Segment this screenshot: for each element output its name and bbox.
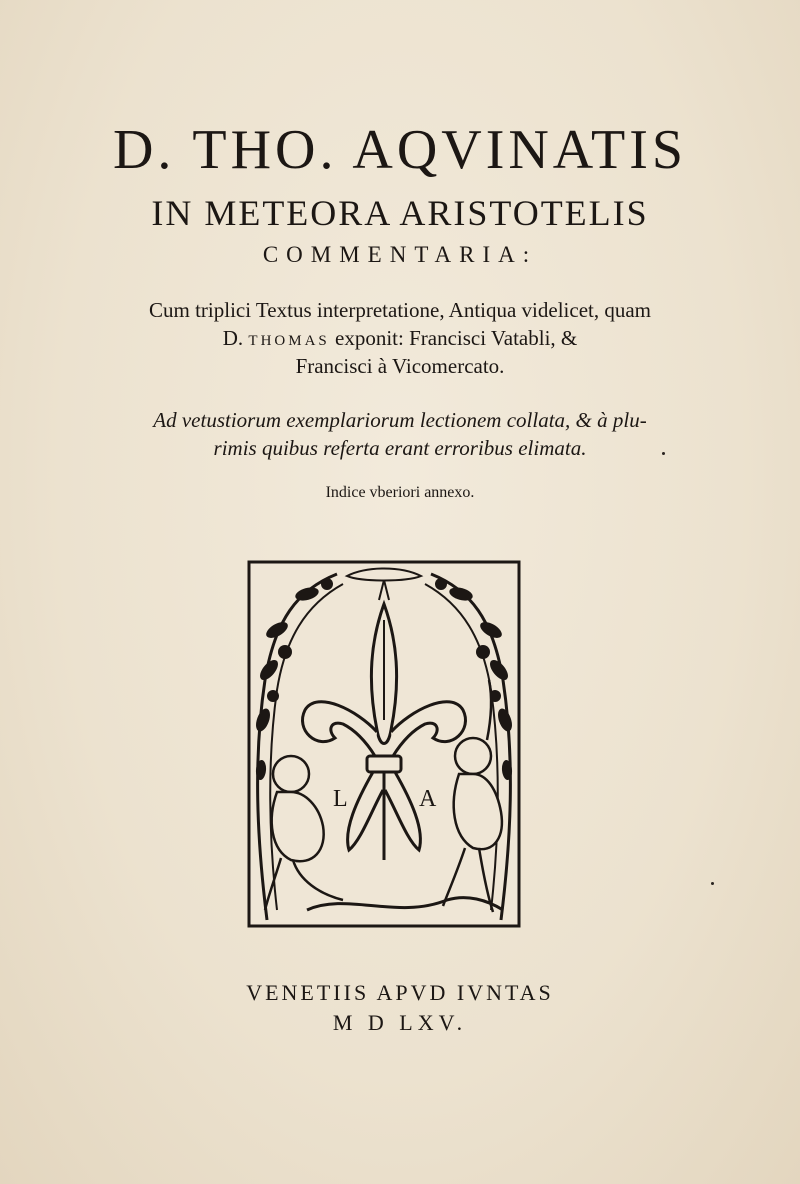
subtitle-prefix: D.: [222, 326, 244, 350]
imprint-line-1: VENETIIS APVD IVNTAS: [246, 980, 554, 1005]
ink-speck: [711, 882, 714, 885]
mark-letter-left: L: [333, 786, 348, 812]
subtitle-suffix: exponit: Francisci Vatabli, &: [335, 326, 578, 350]
subtitle-line-1: Cum triplici Textus interpretatione, Antiqua videlicet, quam: [148, 298, 652, 322]
title-line-1: D. THO. AQVINATIS: [112, 119, 688, 181]
printers-mark-woodcut: [247, 560, 521, 928]
mark-letter-right: A: [419, 786, 437, 812]
italic-note-line-1: Ad vetustiorum exemplariorum lectionem collata, & à plu-: [153, 408, 647, 432]
subtitle-line-3: Francisci à Vicomercato.: [295, 354, 505, 378]
title-line-2: IN METEORA ARISTOTELIS: [151, 193, 649, 233]
ink-speck: [662, 452, 665, 455]
title-line-3: COMMENTARIA:: [262, 242, 538, 267]
subtitle-name-thomas: THOMAS: [248, 333, 330, 349]
index-note: Indice vberiori annexo.: [325, 484, 475, 501]
subtitle-line-2: [0, 326, 800, 351]
imprint-date: M D LXV.: [332, 1010, 468, 1035]
italic-note-line-2: rimis quibus referta erant erroribus elimata.: [213, 436, 587, 460]
